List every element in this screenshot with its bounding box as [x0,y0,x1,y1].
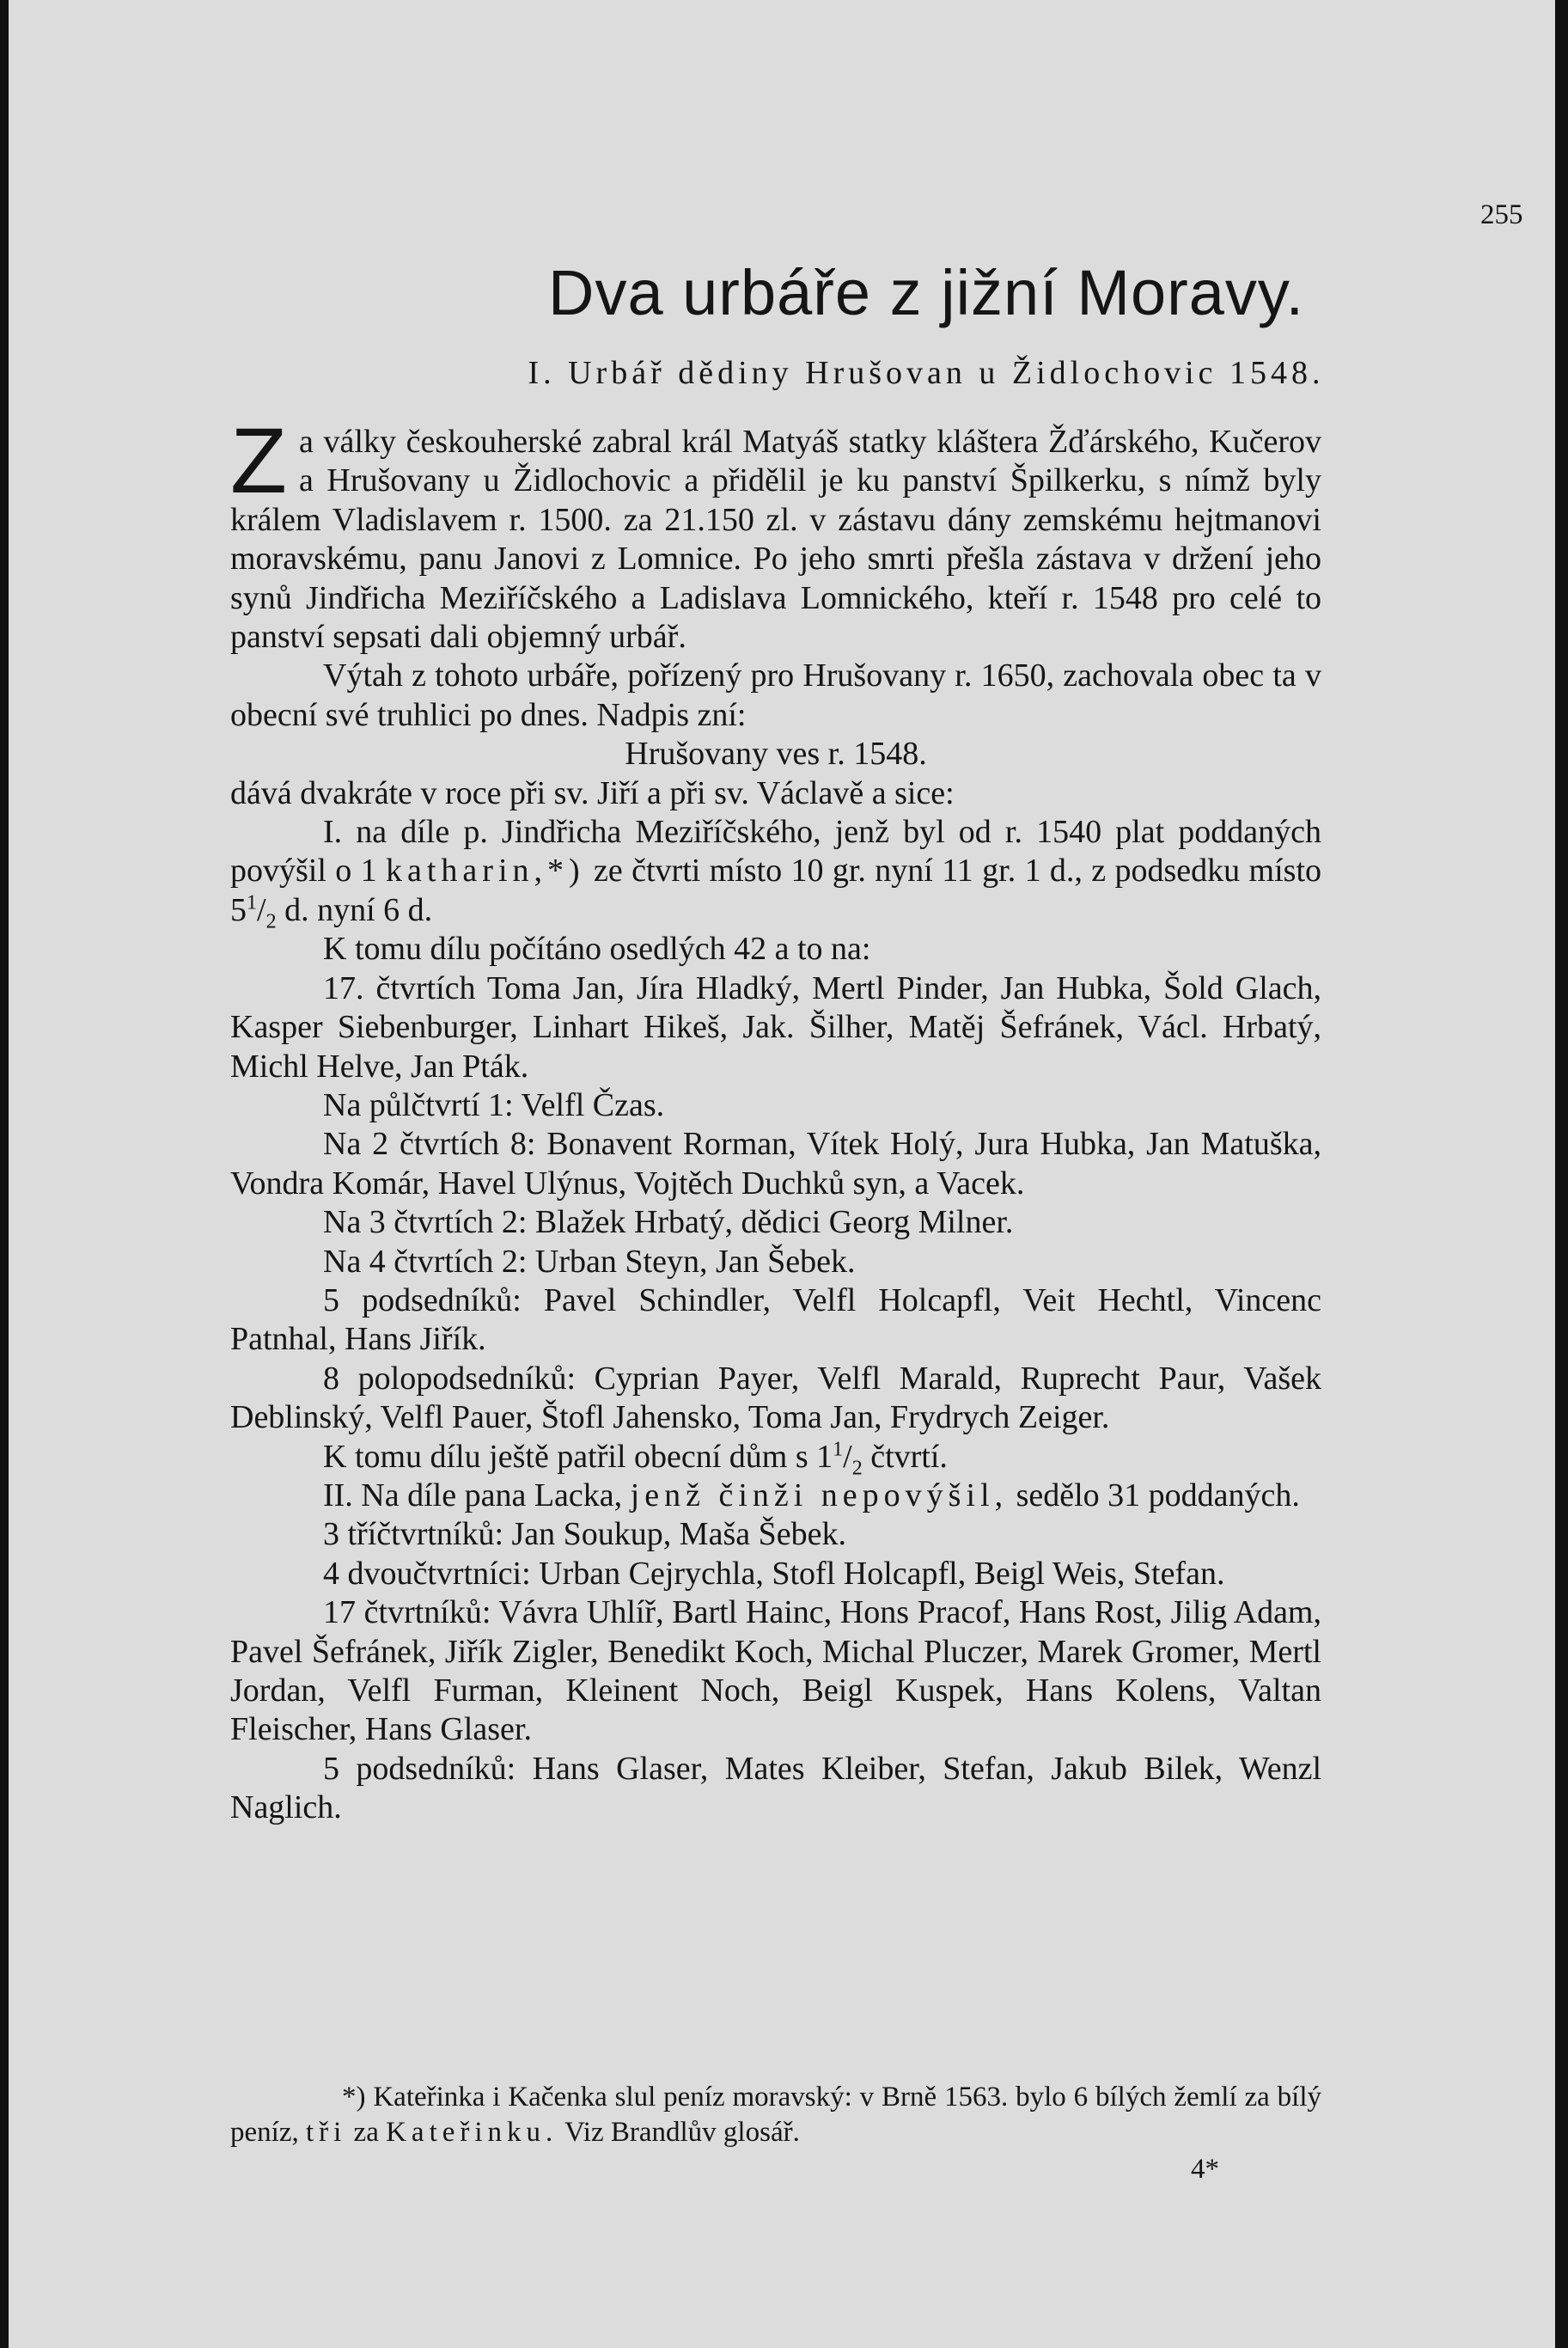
paragraph-k-tomu: K tomu dílu počítáno osedlých 42 a to na: [323,931,871,968]
intro-paragraph [230,408,1321,657]
paragraph-dil-1: I. na díle p. Jindřicha Meziříčského, jenž byl od r. 1540 plat poddaných povýšil o 1 katharin,*) ze čtvrti místo 10 gr. nyní 11 gr. 1 d., z podsedku místo $5^1/_2$ d. nyní 6 d. [230,814,1321,933]
paragraph-3-trictvrtniku: 3 tříčtvrtníků: Jan Soukup, Maša Šebek. [323,1516,846,1553]
paragraph-2-ctvrtich: Na 2 čtvrtích 8: Bonavent Rorman, Vítek Holý, Jura Hubka, Jan Matuška, Vondra Komár, Havel Ulýnus, Vojtěch Duchků syn, a Vacek. [230,1126,1321,1202]
drop-cap: Z [230,408,287,512]
paragraph-header: Hrušovany ves r. 1548. [625,736,927,773]
spaced-katharin: katharin,*) [386,853,585,890]
paragraph-5-podsedniku: 5 podsedníků: Pavel Schindler, Velfl Holcapfl, Veit Hechtl, Vincenc Patnhal, Hans Jiřík. [230,1281,1321,1358]
intro-text: a války českouherské zabral král Matyáš statky kláštera Žďárského, Kučerov a Hrušovany u Židlochovic a přidělil je ku panství Špilkerku, s nímž byly králem Vladislavem r. 1500. za 21.150 zl. v zástavu dány zemskému hejtmanovi moravskému, panu Janovi z Lomnice. Po jeho smrti přešla zástava v držení jeho synů Jindřicha Meziříčského a Ladislava Lomnického, kteří r. 1548 pro celé to panství sepsati dali objemný urbář. [230,424,1321,656]
spaced-cinzi: jenž činži nepovýšil, [630,1477,1009,1513]
paragraph-3-ctvrtich: Na 3 čtvrtích 2: Blažek Hrbatý, dědici Georg Milner. [323,1204,1014,1241]
article-title: Dva urbáře z jižní Moravy. [548,257,1304,328]
paragraph-pulctvrti: Na půlčtvrtí 1: Velfl Čzas. [323,1086,665,1123]
footnote: *) Kateřinka i Kačenka slul peníz moravský: v Brně 1563. bylo 6 bílých žemlí za bílý peníz, tři za Kateřinku. Viz Brandlův glosář. [230,2082,1321,2148]
paragraph-4-ctvrtich: Na 4 čtvrtích 2: Urban Steyn, Jan Šebek. [323,1243,856,1280]
paragraph-vytah: Výtah z tohoto urbáře, pořízený pro Hrušovany r. 1650, zachovala obec ta v obecní své truhlici po dnes. Nadpis zní: [230,657,1321,733]
paragraph-17-ctvrtich: 17. čtvrtích Toma Jan, Jíra Hladký, Mertl Pinder, Jan Hubka, Šold Glach, Kasper Siebenburger, Linhart Hikeš, Jak. Šilher, Matěj Šefránek, Václ. Hrbatý, Michl Helve, Jan Pták. [230,969,1321,1085]
signature-mark: 4* [1191,2154,1219,2185]
paragraph-obecni-dum: K tomu dílu ještě patřil obecní dům s $1^1/_2$ čtvrtí. [323,1437,948,1480]
paragraph-dil-2: II. Na díle pana Lacka, jenž činži nepovýšil, sedělo 31 poddaných. [323,1477,1300,1513]
paragraph-dava: dává dvakráte v roce při sv. Jiří a při sv. Václavě a sice: [230,774,955,811]
article-subtitle: I. Urbář dědiny Hrušovan u Židlochovic 1548. [528,355,1325,391]
document-page [9,0,1555,2348]
paragraph-5-podsedniku-2: 5 podsedníků: Hans Glaser, Mates Kleiber, Stefan, Jakub Bilek, Wenzl Naglich. [230,1750,1321,1826]
paragraph-8-polopodsedniku: 8 polopodsedníků: Cyprian Payer, Velfl Marald, Ruprecht Paur, Vašek Deblinský, Velfl Pauer, Štofl Jahensko, Toma Jan, Frydrych Zeiger. [230,1360,1321,1436]
page-number: 255 [1480,199,1523,230]
paragraph-17-ctvrtniku: 17 čtvrtníků: Vávra Uhlíř, Bartl Hainc, Hons Pracof, Hans Rost, Jilig Adam, Pavel Šefránek, Jiřík Zigler, Benedikt Koch, Michal Pluczer, Marek Gromer, Mertl Jordan, Velfl Furman, Kleinent Noch, Beigl Kuspek, Hans Kolens, Valtan Fleischer, Hans Glaser. [230,1594,1321,1748]
article-body [230,408,1321,1828]
paragraph-4-dvouctvrtnici: 4 dvoučtvrtníci: Urban Cejrychla, Stofl Holcapfl, Beigl Weis, Stefan. [323,1555,1225,1592]
